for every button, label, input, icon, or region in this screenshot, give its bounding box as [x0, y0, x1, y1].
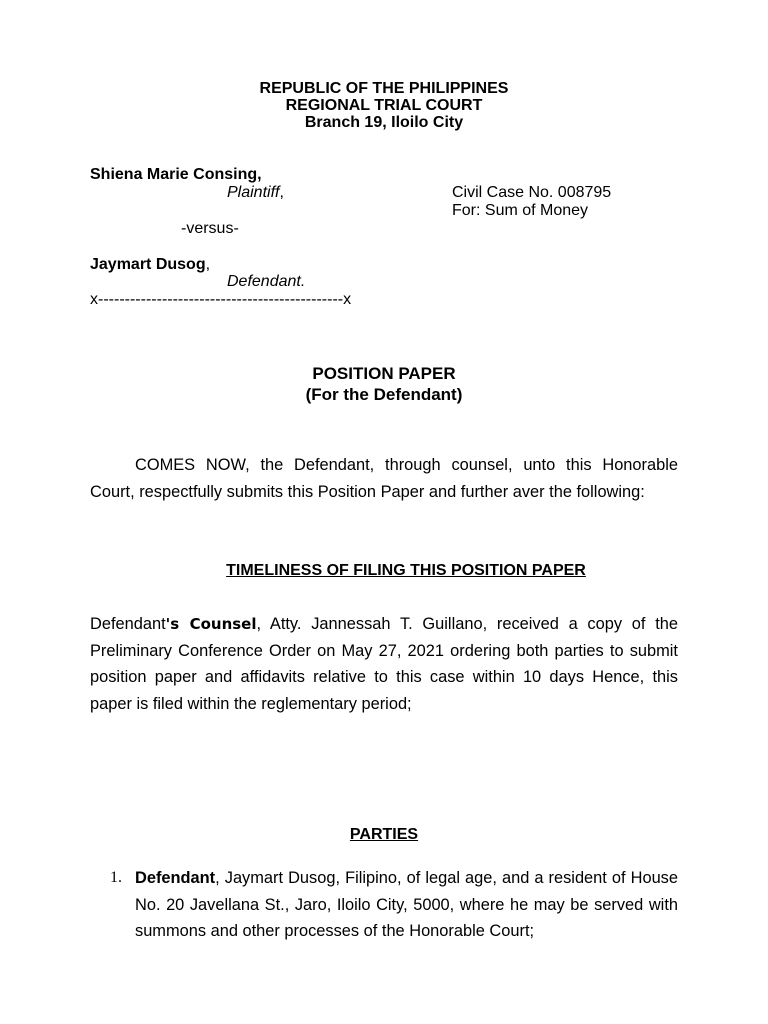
- header-republic: REPUBLIC OF THE PHILIPPINES: [259, 80, 509, 97]
- plaintiff-role: Plaintiff: [227, 184, 280, 201]
- defendant-name-line: [90, 256, 210, 274]
- timeliness-lead: Defendant: [90, 615, 166, 633]
- plaintiff-name: Shiena Marie Consing,: [90, 166, 262, 183]
- timeliness-rest: , Atty. Jannessah T. Guillano, received a copy of the Preliminary Conference Order on May 27, 2021 ordering both parties to submit position paper and affidavits relative to this case within 10 days Hence, this paper is filed within the reglementary period;: [90, 615, 678, 713]
- timeliness-heading: TIMELINESS OF FILING THIS POSITION PAPER: [226, 562, 586, 579]
- list-item-lead: Defendant: [135, 869, 216, 887]
- case-number: Civil Case No. 008795: [452, 184, 612, 201]
- defendant-name: Jaymart Dusog: [90, 256, 206, 273]
- header-branch: Branch 19, Iloilo City: [304, 114, 464, 131]
- versus-label: -versus-: [181, 220, 239, 237]
- parties-heading: PARTIES: [349, 826, 419, 843]
- case-nature: For: Sum of Money: [452, 202, 589, 219]
- document-title: POSITION PAPER: [312, 364, 456, 383]
- intro-line-2: Court, respectfully submits this Position Paper and further aver the following:: [90, 483, 645, 501]
- list-item-body: [135, 865, 678, 945]
- header-court: REGIONAL TRIAL COURT: [285, 97, 483, 114]
- defendant-role: Defendant.: [227, 273, 306, 290]
- intro-line-1: COMES NOW, the Defendant, through counsel, unto this Honorable: [135, 456, 678, 474]
- defendant-name-suffix: ,: [205, 256, 211, 273]
- list-item: [90, 865, 678, 945]
- document-subtitle: (For the Defendant): [305, 385, 463, 404]
- list-item-text: , Jaymart Dusog, Filipino, of legal age, and a resident of House No. 20 Javellana St., Jaro, Iloilo City, 5000, where he may be served with summons and other processes of the Honorable Court;: [135, 869, 678, 941]
- plaintiff-role-suffix: ,: [279, 184, 284, 201]
- caption-separator: x----------------------------------------------x: [90, 291, 352, 308]
- plaintiff-role-line: [227, 184, 284, 202]
- timeliness-lead-bold: 's Counsel: [165, 615, 257, 633]
- timeliness-paragraph: [90, 611, 678, 717]
- list-item-number: 1.: [110, 869, 122, 886]
